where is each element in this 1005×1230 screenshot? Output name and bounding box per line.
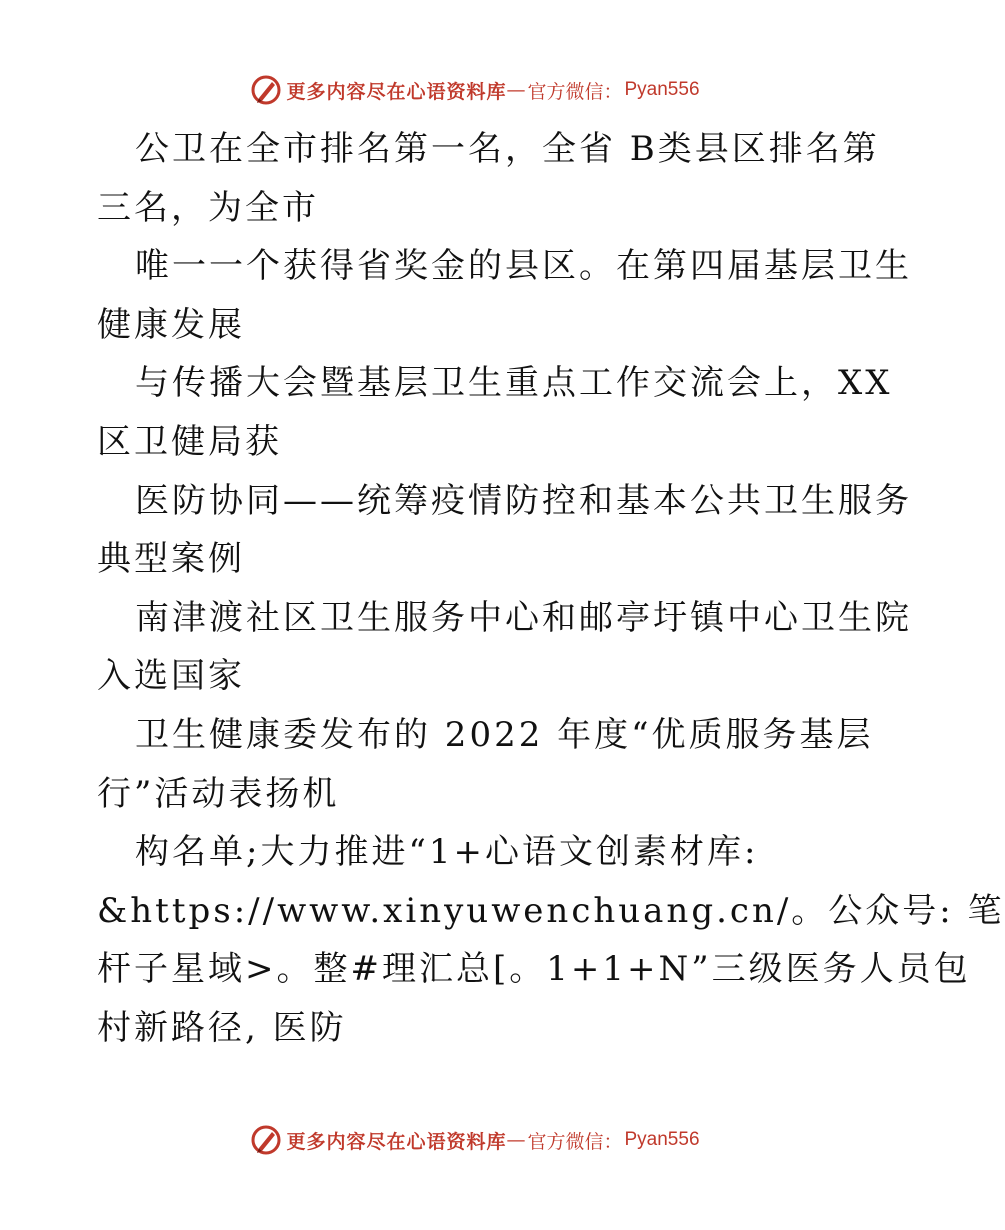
text-line: 入选国家	[97, 656, 245, 697]
pen-logo-icon	[250, 1124, 282, 1156]
text-line: 公卫在全市排名第一名，全省 B类县区排名第	[135, 129, 880, 169]
footer-wechat-label: 官方微信：	[527, 1130, 623, 1153]
header-banner-text: 更多内容尽在心语资料库	[286, 80, 507, 103]
header-banner-dash: —	[506, 79, 526, 101]
text-line: 杆子星域>。整#理汇总[。1+1+N”三级医务人员包	[97, 949, 971, 990]
text-line: 卫生健康委发布的 2022 年度“优质服务基层	[135, 714, 874, 755]
text-line: 医防协同——统筹疫情防控和基本公共卫生服务	[135, 480, 912, 521]
text-line: 健康发展	[97, 304, 245, 345]
text-line: &https://www.xinyuwenchuang.cn/。公众号: 笔	[97, 890, 1005, 931]
text-line: 村新路径, 医防	[97, 1007, 347, 1048]
text-line: 构名单;大力推进“1+心语文创素材库:	[135, 832, 759, 873]
footer-banner	[0, 1120, 950, 1160]
footer-wechat-id: Pyan556	[624, 1129, 700, 1150]
text-line: 区卫健局获	[97, 421, 282, 462]
text-line: 与传播大会暨基层卫生重点工作交流会上，XX	[135, 363, 893, 404]
footer-banner-dash: —	[506, 1129, 526, 1151]
text-line: 南津渡社区卫生服务中心和邮亭圩镇中心卫生院	[135, 597, 912, 638]
footer-banner-text: 更多内容尽在心语资料库	[286, 1130, 507, 1153]
pen-logo-icon	[250, 74, 282, 106]
text-line: 三名，为全市	[97, 187, 319, 228]
document-body	[97, 120, 1005, 1058]
text-line: 行”活动表扬机	[97, 773, 340, 814]
text-line: 唯一一个获得省奖金的县区。在第四届基层卫生	[135, 246, 912, 287]
header-wechat-label: 官方微信：	[527, 80, 623, 103]
header-banner	[0, 70, 950, 110]
header-wechat-id: Pyan556	[624, 79, 700, 100]
text-line: 典型案例	[97, 539, 245, 580]
